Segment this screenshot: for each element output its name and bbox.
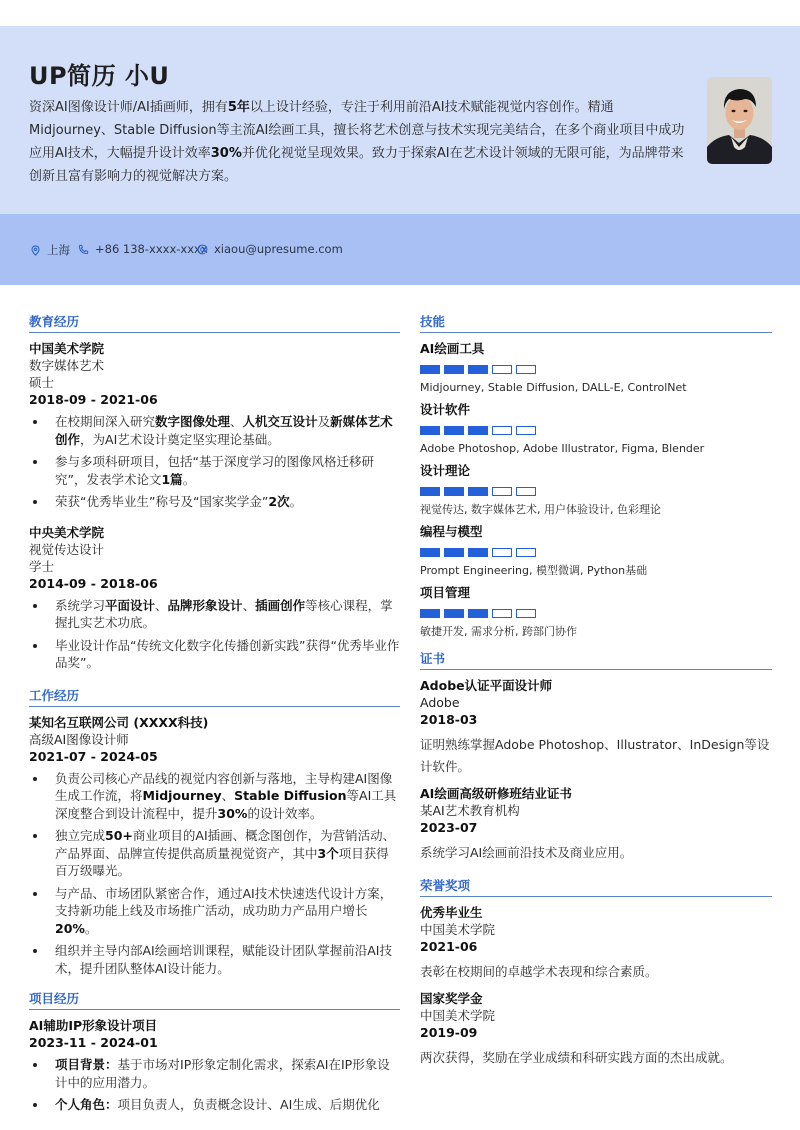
project-bullets bbox=[29, 1056, 400, 1114]
skill-level-bar bbox=[420, 548, 772, 557]
phone-link[interactable]: +86 138-xxxx-xxxx bbox=[95, 242, 208, 256]
skill-bar-filled bbox=[420, 609, 440, 618]
project-name: AI辅助IP形象设计项目 bbox=[29, 1018, 158, 1033]
skill-bar-empty bbox=[516, 548, 536, 557]
projects-section bbox=[29, 989, 400, 1114]
contact-phone bbox=[78, 242, 208, 256]
bullet-item: 荣获“优秀毕业生”称号及“国家奖学金”2次。 bbox=[29, 493, 400, 511]
education-bullets bbox=[29, 597, 400, 672]
bullet-item: 与产品、市场团队紧密合作，通过AI技术快速迭代设计方案，支持新功能上线及市场推广活动，成功助力产品用户增长20%。 bbox=[29, 885, 400, 938]
skill-name: 项目管理 bbox=[420, 585, 471, 600]
bullet-item: 项目背景：基于市场对IP形象定制化需求，探索AI在IP形象设计中的应用潜力。 bbox=[29, 1056, 400, 1091]
skill-bar-empty bbox=[492, 365, 512, 374]
skill-bar-empty bbox=[492, 487, 512, 496]
certificate-description: 证明熟练掌握Adobe Photoshop、Illustrator、InDesign等设计软件。 bbox=[420, 737, 770, 774]
skill-bar-filled bbox=[444, 548, 464, 557]
skill-bar-filled bbox=[444, 426, 464, 435]
skill-level-bar bbox=[420, 365, 772, 374]
candidate-name: UP简历 小U bbox=[29, 62, 170, 90]
education-section bbox=[29, 312, 400, 672]
skills-heading: 技能 bbox=[420, 312, 772, 333]
skill-item bbox=[420, 584, 772, 640]
education-entry bbox=[29, 524, 400, 672]
education-heading: 教育经历 bbox=[29, 312, 400, 333]
skill-bar-empty bbox=[492, 609, 512, 618]
major: 视觉传达设计 bbox=[29, 541, 105, 557]
skill-bar-filled bbox=[468, 548, 488, 557]
bullet-item: 系统学习平面设计、品牌形象设计、插画创作等核心课程，掌握扎实艺术功底。 bbox=[29, 597, 400, 632]
award-date: 2019-09 bbox=[420, 1025, 478, 1040]
skill-bar-empty bbox=[516, 365, 536, 374]
awards-section bbox=[420, 876, 772, 1069]
award-entry bbox=[420, 990, 772, 1069]
company-name: 某知名互联网公司 (XXXX科技) bbox=[29, 714, 209, 730]
skill-item bbox=[420, 340, 772, 396]
degree: 硕士 bbox=[29, 375, 55, 390]
skill-description: 视觉传达, 数字媒体艺术, 用户体验设计, 色彩理论 bbox=[420, 503, 661, 516]
certificate-issuer: 某AI艺术教育机构 bbox=[420, 803, 520, 818]
certificate-date: 2023-07 bbox=[420, 820, 478, 835]
skill-level-bar bbox=[420, 487, 772, 496]
major: 数字媒体艺术 bbox=[29, 358, 105, 373]
award-name: 国家奖学金 bbox=[420, 991, 483, 1006]
email-link[interactable]: xiaou@upresume.com bbox=[214, 242, 343, 256]
skill-name: 设计理论 bbox=[420, 463, 471, 478]
certificate-name: Adobe认证平面设计师 bbox=[420, 678, 553, 693]
bullet-item: 在校期间深入研究数字图像处理、人机交互设计及新媒体艺术创作，为AI艺术设计奠定坚实理论基础。 bbox=[29, 413, 400, 448]
bullet-item: 独立完成50+商业项目的AI插画、概念图创作，为营销活动、产品界面、品牌宣传提供高质量视觉资产，其中3个项目获得百万级曝光。 bbox=[29, 827, 400, 880]
award-name: 优秀毕业生 bbox=[420, 905, 483, 920]
skill-item bbox=[420, 401, 772, 457]
bullet-item: 毕业设计作品“传统文化数字化传播创新实践”获得“优秀毕业作品奖”。 bbox=[29, 637, 400, 672]
skill-description: 敏捷开发, 需求分析, 跨部门协作 bbox=[420, 625, 577, 638]
work-date: 2021-07 - 2024-05 bbox=[29, 748, 158, 764]
award-issuer: 中国美术学院 bbox=[420, 1008, 496, 1023]
profile-summary: 资深AI图像设计师/AI插画师，拥有5年以上设计经验，专注于利用前沿AI技术赋能视觉内容创作。精通Midjourney、Stable Diffusion等主流AI绘画工具，擅长将艺术创意与技术实现完美结合，在多个商业项目中成功应用AI技术，大幅提升设计效率30%并优化视觉呈现效果。致力于探索AI在艺术设计领域的无限可能，为品牌带来创新且富有影响力的视觉解决方案。 bbox=[29, 100, 685, 184]
skill-bar-empty bbox=[516, 487, 536, 496]
skill-bar-filled bbox=[444, 365, 464, 374]
work-entry bbox=[29, 714, 400, 978]
education-entry bbox=[29, 340, 400, 511]
skill-name: AI绘画工具 bbox=[420, 341, 485, 356]
school-name: 中国美术学院 bbox=[29, 341, 105, 356]
bullet-item: 负责公司核心产品线的视觉内容创新与落地，主导构建AI图像生成工作流，将Midjourney、Stable Diffusion等AI工具深度整合到设计流程中，提升30%的设计效率。 bbox=[29, 770, 400, 823]
skill-item bbox=[420, 523, 772, 579]
contact-location bbox=[30, 242, 70, 258]
skill-bar-filled bbox=[420, 487, 440, 496]
right-column bbox=[420, 312, 772, 1069]
award-description: 表彰在校期间的卓越学术表现和综合素质。 bbox=[420, 964, 658, 979]
awards-heading: 荣誉奖项 bbox=[420, 876, 772, 897]
work-bullets bbox=[29, 770, 400, 978]
skill-bar-filled bbox=[444, 609, 464, 618]
education-date: 2018-09 - 2021-06 bbox=[29, 392, 158, 407]
left-column bbox=[29, 312, 400, 1119]
bullet-item: 参与多项科研项目，包括“基于深度学习的图像风格迁移研究”，发表学术论文1篇。 bbox=[29, 453, 400, 488]
award-date: 2021-06 bbox=[420, 939, 478, 954]
location-pin-icon bbox=[30, 245, 41, 256]
skill-name: 编程与模型 bbox=[420, 524, 483, 539]
skill-bar-empty bbox=[516, 609, 536, 618]
at-sign-icon bbox=[197, 244, 208, 255]
certificate-name: AI绘画高级研修班结业证书 bbox=[420, 786, 572, 801]
certificate-issuer: Adobe bbox=[420, 695, 460, 710]
location-text: 上海 bbox=[47, 243, 70, 257]
bullet-item: 组织并主导内部AI绘画培训课程，赋能设计团队掌握前沿AI技术，提升团队整体AI设计能力。 bbox=[29, 942, 400, 977]
contact-email bbox=[197, 242, 343, 256]
skill-bar-filled bbox=[420, 426, 440, 435]
skill-bar-filled bbox=[420, 548, 440, 557]
skill-bar-filled bbox=[468, 609, 488, 618]
school-name: 中央美术学院 bbox=[29, 524, 105, 540]
job-position: 高级AI图像设计师 bbox=[29, 731, 129, 747]
skill-bar-filled bbox=[420, 365, 440, 374]
award-entry bbox=[420, 904, 772, 983]
avatar-photo-icon bbox=[707, 77, 772, 164]
skill-bar-empty bbox=[492, 426, 512, 435]
certificates-section bbox=[420, 649, 772, 864]
award-issuer: 中国美术学院 bbox=[420, 922, 496, 937]
skill-item bbox=[420, 462, 772, 518]
avatar bbox=[707, 77, 772, 164]
bullet-item: 个人角色：项目负责人，负责概念设计、AI生成、后期优化 bbox=[29, 1096, 400, 1114]
project-entry bbox=[29, 1017, 400, 1114]
award-description: 两次获得，奖励在学业成绩和科研实践方面的杰出成就。 bbox=[420, 1050, 733, 1065]
certificate-description: 系统学习AI绘画前沿技术及商业应用。 bbox=[420, 845, 633, 860]
skill-description: Midjourney, Stable Diffusion, DALL-E, ControlNet bbox=[420, 381, 687, 394]
skill-bar-filled bbox=[468, 426, 488, 435]
certificate-date: 2018-03 bbox=[420, 712, 478, 727]
skill-bar-empty bbox=[516, 426, 536, 435]
skill-bar-filled bbox=[444, 487, 464, 496]
skill-name: 设计软件 bbox=[420, 402, 471, 417]
project-date: 2023-11 - 2024-01 bbox=[29, 1035, 158, 1050]
education-bullets bbox=[29, 413, 400, 511]
work-heading: 工作经历 bbox=[29, 686, 400, 707]
certificate-entry bbox=[420, 785, 772, 864]
certificates-heading: 证书 bbox=[420, 649, 772, 670]
skills-section bbox=[420, 312, 772, 640]
skill-level-bar bbox=[420, 609, 772, 618]
skill-description: Adobe Photoshop, Adobe Illustrator, Figma, Blender bbox=[420, 442, 705, 455]
skill-bar-empty bbox=[492, 548, 512, 557]
skill-level-bar bbox=[420, 426, 772, 435]
skill-description: Prompt Engineering, 模型微调, Python基础 bbox=[420, 564, 648, 577]
projects-heading: 项目经历 bbox=[29, 989, 400, 1010]
skill-bar-filled bbox=[468, 365, 488, 374]
phone-icon bbox=[78, 244, 89, 255]
certificate-entry bbox=[420, 677, 772, 778]
degree: 学士 bbox=[29, 558, 55, 574]
skill-bar-filled bbox=[468, 487, 488, 496]
work-section bbox=[29, 686, 400, 978]
education-date: 2014-09 - 2018-06 bbox=[29, 575, 158, 591]
